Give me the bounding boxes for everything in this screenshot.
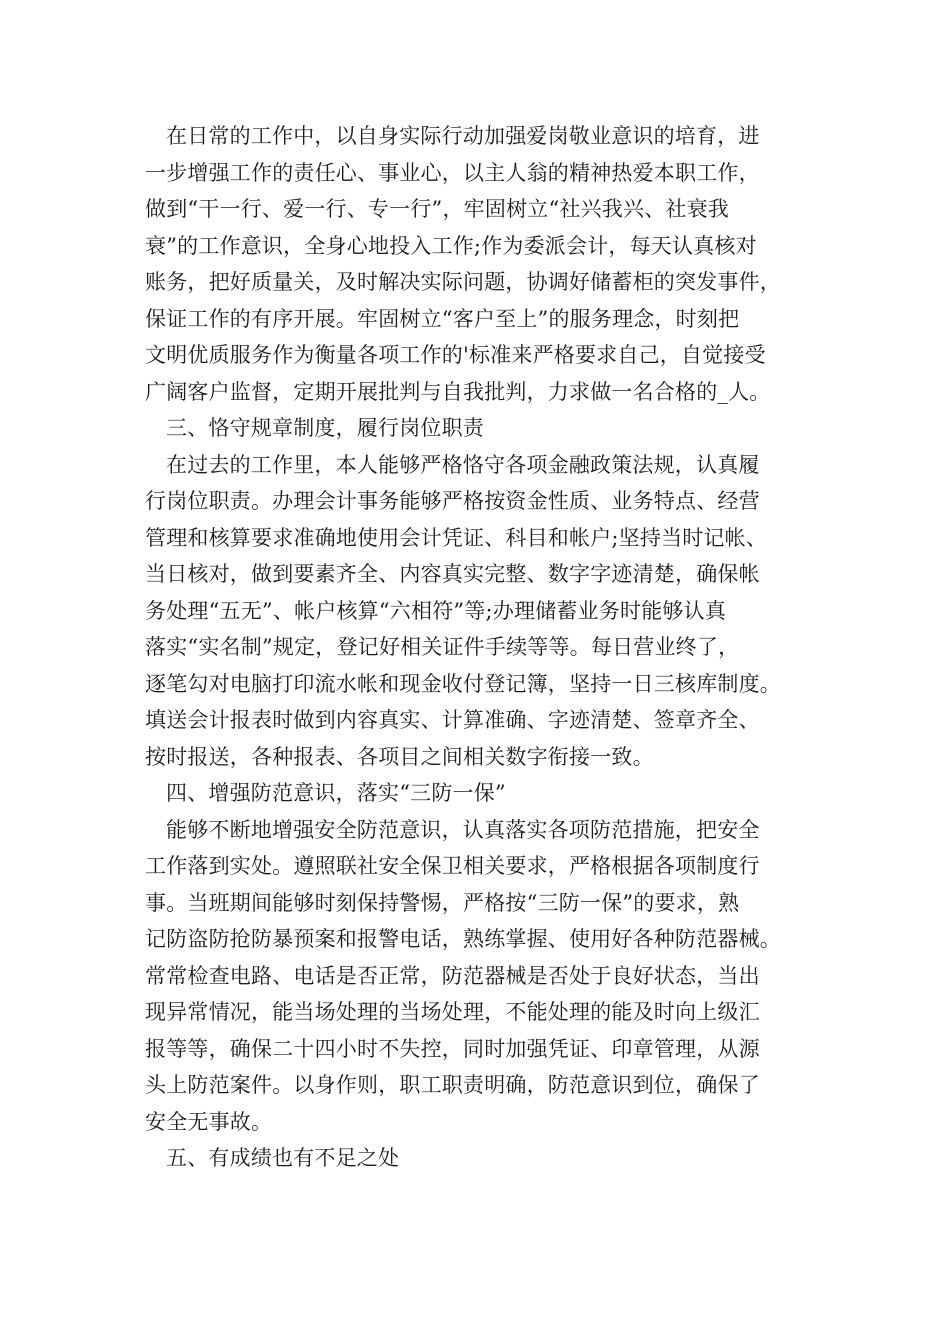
text-line: 务处理“五无”、帐户核算“六相符”等;办理储蓄业务时能够认真 [145, 598, 727, 623]
text-line: 一步增强工作的责任心、事业心，以主人翁的精神热爱本职工作， [145, 160, 760, 185]
paragraph-work-attitude [145, 118, 825, 410]
text-line: 在过去的工作里，本人能够严格恪守各项金融政策法规，认真履 [166, 452, 760, 477]
text-line: 账务，把好质量关，及时解决实际问题，协调好储蓄柜的突发事件， [145, 270, 781, 294]
text-line: 文明优质服务作为衡量各项工作的'标准来严格要求自己，自觉接受 [145, 343, 766, 367]
paragraph-regulations [145, 447, 825, 776]
text-line: 衰”的工作意识，全身心地投入工作;作为委派会计，每天认真核对 [145, 233, 757, 258]
text-line: 做到“干一行、爱一行、专一行”，牢固树立“社兴我兴、社衰我 [145, 197, 730, 221]
text-line: 事。当班期间能够时刻保持警惕，严格按“三防一保”的要求，熟 [145, 890, 740, 915]
paragraph-security [145, 812, 825, 1141]
text-line: 现异常情况，能当场处理的当场处理，不能处理的能及时向上级汇 [145, 1000, 760, 1024]
text-line: 安全无事故。 [145, 1109, 273, 1134]
text-line: 常常检查电路、电话是否正常，防范器械是否处于良好状态，当出 [145, 963, 760, 988]
document-body [145, 118, 825, 1177]
text-line: 保证工作的有序开展。牢固树立“客户至上”的服务理念，时刻把 [145, 306, 740, 331]
text-line: 管理和核算要求准确地使用会计凭证、科目和帐户;坚持当时记帐、 [145, 525, 768, 550]
text-line: 落实“实名制”规定，登记好相关证件手续等等。每日营业终了， [145, 635, 740, 659]
text-line: 报等等，确保二十四小时不失控，同时加强凭证、印章管理，从源 [145, 1036, 760, 1061]
section-heading-3: 三、恪守规章制度，履行岗位职责 [166, 416, 484, 440]
section-heading-5: 五、有成绩也有不足之处 [166, 1146, 400, 1170]
text-line: 记防盗防抢防暴预案和报警电话，熟练掌握、使用好各种防范器械。 [145, 927, 781, 951]
text-line: 逐笔勾对电脑打印流水帐和现金收付登记簿，坚持一日三核库制度。 [145, 671, 781, 696]
text-line: 行岗位职责。办理会计事务能够严格按资金性质、业务特点、经营 [145, 489, 760, 513]
text-line: 填送会计报表时做到内容真实、计算准确、字迹清楚、签章齐全、 [145, 708, 760, 732]
text-line: 在日常的工作中，以自身实际行动加强爱岗敬业意识的培育，进 [166, 124, 760, 148]
section-heading-4: 四、增强防范意识，落实“三防一保” [166, 781, 506, 805]
text-line: 按时报送，各种报表、各项目之间相关数字衔接一致。 [145, 744, 654, 769]
text-line: 广阔客户监督，定期开展批判与自我批判，力求做一名合格的_人。 [145, 379, 771, 404]
text-line: 当日核对，做到要素齐全、内容真实完整、数字字迹清楚，确保帐 [145, 562, 760, 586]
text-line: 头上防范案件。以身作则，职工职责明确，防范意识到位，确保了 [145, 1073, 760, 1097]
text-line: 工作落到实处。遵照联社安全保卫相关要求，严格根据各项制度行 [145, 854, 760, 878]
text-line: 能够不断地增强安全防范意识，认真落实各项防范措施，把安全 [166, 817, 760, 842]
